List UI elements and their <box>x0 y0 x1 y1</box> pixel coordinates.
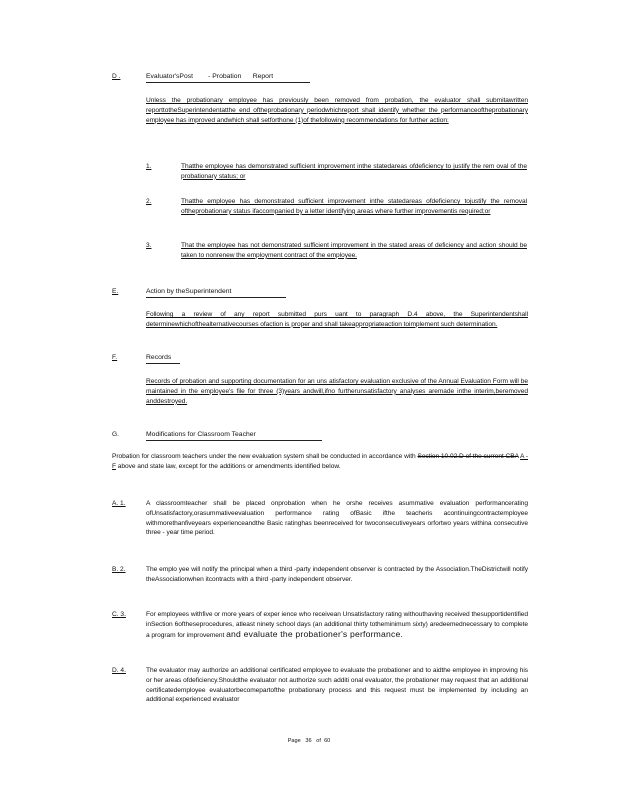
section-d-label: D . <box>112 73 121 80</box>
section-d-title: Evaluator'sPost - Probation Report <box>146 73 274 80</box>
section-e-label: E. <box>112 288 119 295</box>
section-f-title-underline <box>146 363 180 364</box>
section-g-item-1: A classroomteacher shall be placed onprobation when he orshe receives asummative evaluation performancerating ofUnsatisfactory,orasummativeevaluation performance rating ofBasic ifthe teacheris acontinuingcontractemployee withmorethanfiveyears experienceandthe Basic ratinghas beenreceived for twoconsecutiveyears orfortwo years withina consecutive three - year time period. <box>146 500 528 537</box>
section-g-item-1-num: A. 1. <box>112 500 126 507</box>
section-g-item-3: For employees withfive or more years of exper ience who receivean Unsatisfactory rating withouthaving received thesupportidentified inSection 6oftheseprocedures, atleast ninety school days (an additional thirty totheminimum sixty) aredeemednecessary to complete a program for improvement and evaluate the probationer's performance. <box>146 611 528 639</box>
section-d-title-underline <box>146 82 310 83</box>
section-g-item-3-num: C. 3. <box>112 611 126 618</box>
section-d-item-2-num: 2. <box>146 198 152 205</box>
section-d-item-1-num: 1. <box>146 163 152 170</box>
section-d-intro: Unless the probationary employee has previously been removed from probation, the evaluator shall submitawritten reporttotheSuperintendentatthe end oftheprobationary periodwhichreport shall identify whether the performanceoftheprobationary employee has improved andwhich shall setforthone (1)of thefollowing recommendations for further action: <box>146 97 528 124</box>
section-f-label: F. <box>112 354 118 361</box>
inserted-reference: A -F <box>112 453 528 470</box>
section-g-item-4-num: D. 4. <box>112 667 126 674</box>
section-g-title-underline <box>146 440 322 441</box>
section-d-item-1: Thatthe employee has demonstrated sufficient improvement inthe statedareas ofdeficiency to justify the rem oval of the probationary status; or <box>181 163 527 180</box>
section-g-label: G. <box>112 431 119 438</box>
section-g-item-2: The emplo yee will notify the principal when a third -party independent observer is contracted by the Association.TheDistrictwill notify theAssociationwhen itcontracts with a third -party independent observer. <box>146 566 528 583</box>
section-g-title: Modifications for Classroom Teacher <box>146 431 256 438</box>
section-g-item-4: The evaluator may authorize an additional certificated employee to evaluate the probationer and to aidthe employee in improving his or her areas ofdeficiency.Shouldthe evaluator not authorize such additi onal evaluator, the probationer may request that an additional certificatedemployee evaluatorbecomepartofthe probationary process and this request must be implemented by including an additional experienced evaluator <box>146 667 528 704</box>
section-f-text: Records of probation and supporting documentation for an uns atisfactory evaluation exclusive of the Annual Evaluation Form will be maintained in the employee's file for three (3)years andwill,ifno furtherunsatisfactory analyses aremade inthe interim,beremoved anddestroyed. <box>146 378 528 405</box>
struck-reference: Section 10.02.D of the current CBA <box>417 453 519 460</box>
section-d-item-3-num: 3. <box>146 242 152 249</box>
inserted-text: and evaluate the probationer's performance. <box>226 628 404 639</box>
page-number-footer: Page 36 of 60 <box>287 738 331 744</box>
section-e-text: Following a review of any report submitted purs uant to paragraph D.4 above, the Superintendentshall determinewhichofthealternativecourses ofaction is proper and shall takeappropriateaction toimplement such determination. <box>146 311 528 328</box>
section-e-title-underline <box>146 297 286 298</box>
section-e-title: Action by theSuperintendent <box>146 288 232 295</box>
section-f-title: Records <box>146 354 172 361</box>
section-g-item-2-num: B. 2. <box>112 566 126 573</box>
section-d-item-3: That the employee has not demonstrated sufficient improvement in the stated areas of deficiency and action should be taken to nonrenew the employment contract of the employee. <box>181 242 527 259</box>
section-g-intro: Probation for classroom teachers under the new evaluation system shall be conducted in accordance with Section 10.02.D of the current CBA A -F above and state law, except for the additions or amendments identified below. <box>112 453 528 470</box>
section-d-item-2: Thatthe employee has demonstrated sufficient improvement inthe statedareas ofdeficiency tojustify the removal oftheprobationary status ifaccompanied by a letter identifying areas where further improvementis required;or <box>181 198 527 215</box>
